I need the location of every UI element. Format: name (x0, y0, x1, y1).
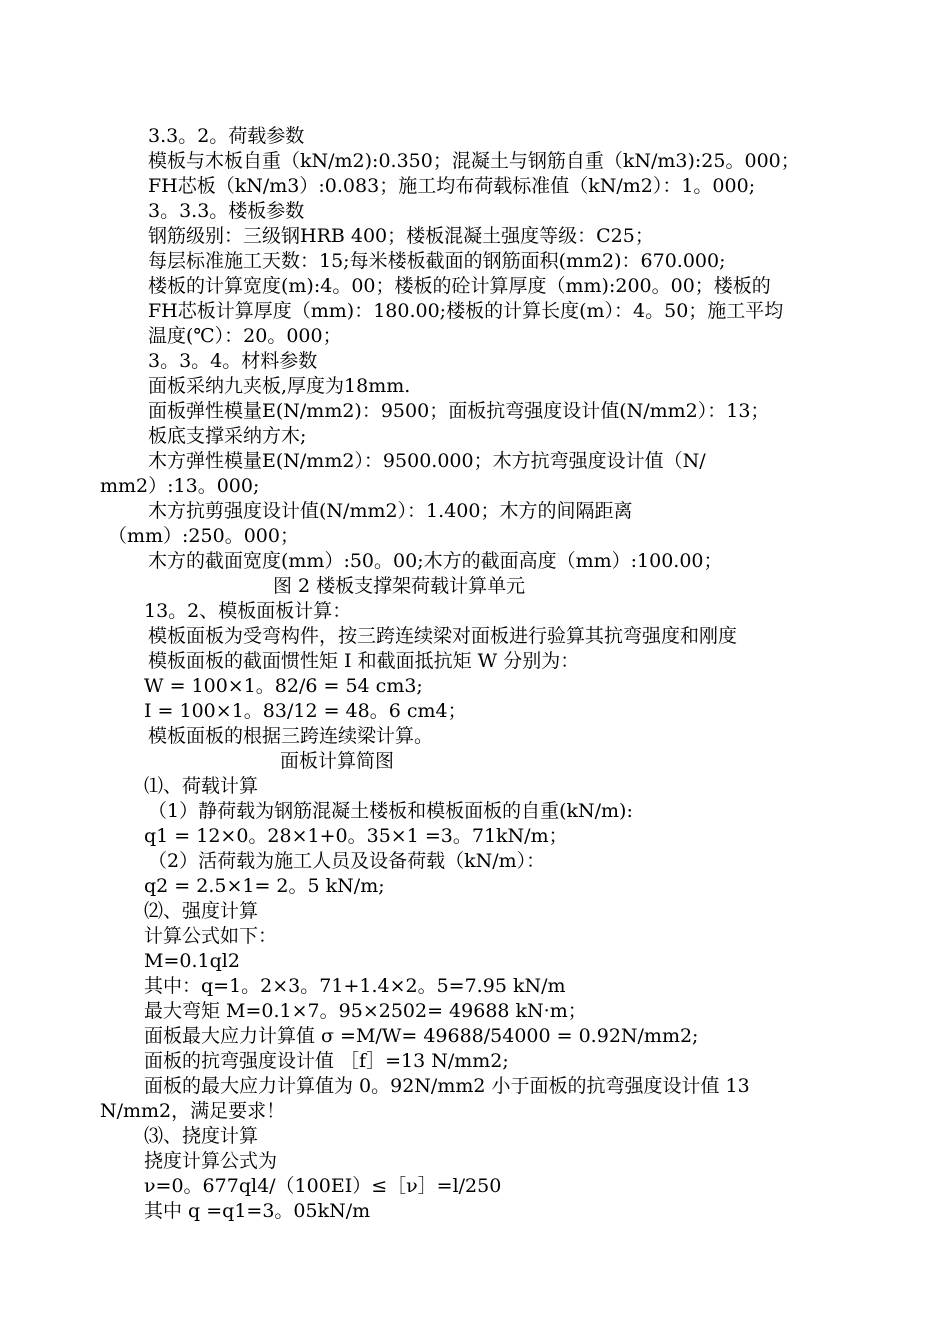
figure-caption: 面板计算简图 (280, 750, 395, 772)
section-heading-material-params: 3。3。4。材料参数 (148, 350, 318, 372)
formula-line: 其中 q =q1=3。05kN/m (144, 1200, 371, 1222)
text-line: 木方抗剪强度设计值(N/mm2）：1.400；木方的间隔距离 (148, 500, 633, 522)
subsection-heading-deflection: ⑶、挠度计算 (144, 1125, 259, 1147)
text-line: （2）活荷载为施工人员及设备荷载（kN/m）： (148, 850, 546, 872)
formula-line: M=0.1ql2 (144, 950, 240, 972)
figure-caption: 图 2 楼板支撑架荷载计算单元 (273, 575, 526, 597)
text-line: 面板的最大应力计算值为 0。92N/mm2 小于面板的抗弯强度设计值 13 (144, 1075, 750, 1097)
formula-line: 最大弯矩 M=0.1×7。95×2502= 49688 kN·m； (144, 1000, 587, 1022)
text-line: 面板采纳九夹板,厚度为18mm. (148, 375, 411, 397)
text-line: 面板弹性模量E(N/mm2)：9500；面板抗弯强度设计值(N/mm2）：13； (148, 400, 770, 422)
formula-line: 其中：q=1。2×3。71+1.4×2。5=7.95 kN/m (144, 975, 566, 997)
formula-line: 面板最大应力计算值 σ =M/W= 49688/54000 = 0.92N/mm2; (144, 1025, 699, 1047)
section-heading-panel-calc: 13。2、模板面板计算： (144, 600, 352, 622)
subsection-heading-strength: ⑵、强度计算 (144, 900, 259, 922)
text-line: 板底支撑采纳方木; (148, 425, 307, 447)
section-heading-slab-params: 3。3.3。楼板参数 (148, 200, 305, 222)
text-line: 模板面板的截面惯性矩 I 和截面抵抗矩 W 分别为： (148, 650, 580, 672)
text-line: mm2）:13。000; (100, 475, 260, 497)
text-line: 挠度计算公式为 (144, 1150, 278, 1172)
text-line: 温度(℃）：20。000； (148, 325, 342, 347)
text-line: 木方弹性模量E(N/mm2）：9500.000；木方抗弯强度设计值（N/ (148, 450, 706, 472)
formula-line: q1 = 12×0。28×1+0。35×1 =3。71kN/m； (144, 825, 568, 847)
text-line: 楼板的计算宽度(m):4。00；楼板的砼计算厚度（mm):200。00；楼板的 (148, 275, 771, 297)
text-line: （mm）:250。000； (108, 525, 299, 547)
text-line: 模板面板的根据三跨连续梁计算。 (148, 725, 434, 747)
text-line: （1）静荷载为钢筋混凝土楼板和模板面板的自重(kN/m): (148, 800, 633, 822)
text-line: 模板与木板自重（kN/m2):0.350；混凝土与钢筋自重（kN/m3):25。000； (148, 150, 800, 172)
text-line: 计算公式如下： (144, 925, 278, 947)
formula-line: 面板的抗弯强度设计值 ［f］=13 N/mm2; (144, 1050, 509, 1072)
text-line: 每层标准施工天数：15;每米楼板截面的钢筋面积(mm2)：670.000; (148, 250, 726, 272)
text-line: FH芯板（kN/m3）:0.083；施工均布荷载标准值（kN/m2）：1。000; (148, 175, 756, 197)
section-heading-load-params: 3.3。2。荷载参数 (148, 125, 305, 147)
text-line: N/mm2，满足要求！ (100, 1100, 286, 1122)
text-line: 钢筋级别：三级钢HRB 400；楼板混凝土强度等级：C25； (148, 225, 654, 247)
text-line: 木方的截面宽度(mm）:50。00;木方的截面高度（mm）:100.00； (148, 550, 723, 572)
subsection-heading-load: ⑴、荷载计算 (144, 775, 259, 797)
formula-line: q2 = 2.5×1= 2。5 kN/m; (144, 875, 385, 897)
text-line: 模板面板为受弯构件，按三跨连续梁对面板进行验算其抗弯强度和刚度 (148, 625, 738, 647)
text-line: FH芯板计算厚度（mm)：180.00;楼板的计算长度(m）：4。50；施工平均 (148, 300, 784, 322)
formula-line: W = 100×1。82/6 = 54 cm3; (144, 675, 423, 697)
formula-line: I = 100×1。83/12 = 48。6 cm4； (144, 700, 467, 722)
formula-line: ν=0。677ql4/（100EI）≤［ν］=l/250 (144, 1175, 502, 1197)
